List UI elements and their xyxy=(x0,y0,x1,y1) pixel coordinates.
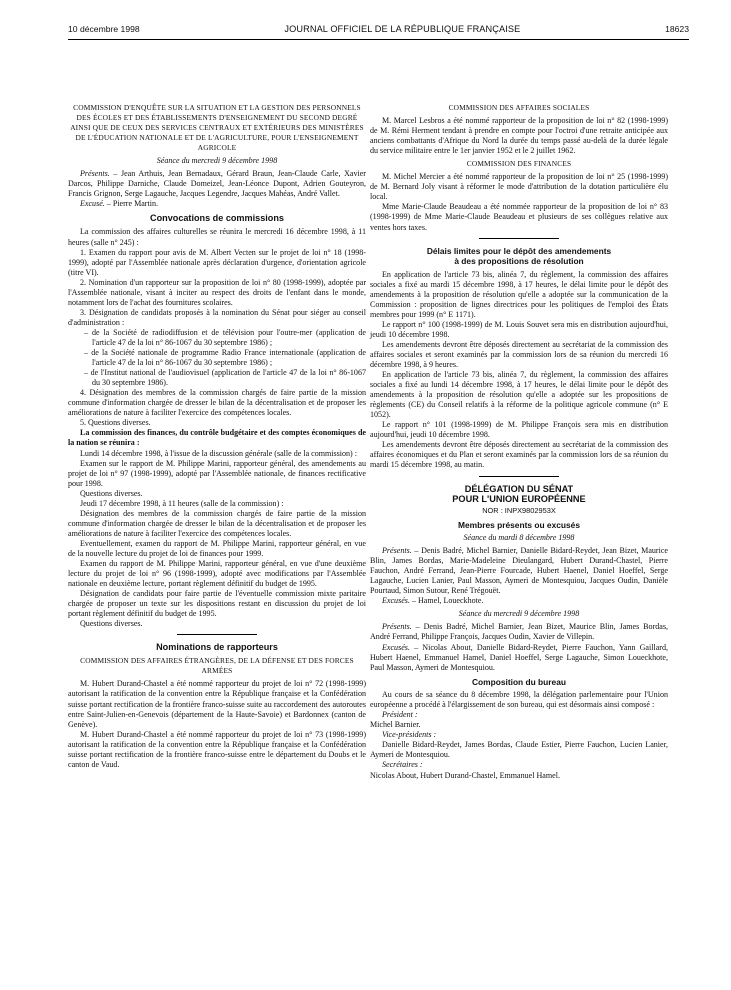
list-item: – de la Société de radiodiffusion et de télévision pour l'outre-mer (application de l'article 47 de la loi n° 86-1067 du 30 septembre 1986) ; xyxy=(84,327,366,347)
finances-lundi-examen: Examen sur le rapport de M. Philippe Marini, rapporteur général, des amendements au projet de loi n° 97 (1998-1999), adopté par l'Assemblée nationale, de finances rectificative pour 1998. xyxy=(68,458,366,488)
delais-heading-line-1: Délais limites pour le dépôt des amendements xyxy=(426,245,612,256)
nominations-heading: Nominations de rapporteurs xyxy=(156,642,278,653)
culturelles-item-1: 1. Examen du rapport pour avis de M. Albert Vecten sur le projet de loi n° 18 (1998-1999), adopté par l'Assemblée nationale après déclaration d'urgence, d'orientation agricole (titre VI). xyxy=(68,247,366,277)
finances-jeudi-questions: Questions diverses. xyxy=(80,619,143,629)
finances-lundi: Lundi 14 décembre 1998, à l'issue de la discussion générale (salle de la commission) : xyxy=(80,448,357,458)
seance-2-excuses xyxy=(370,643,668,673)
culturelles-intro: La commission des affaires culturelles se réunira le mercredi 16 décembre 1998, à 11 heures (salle n° 245) : xyxy=(68,227,366,247)
secretaires-label: Secrétaires : xyxy=(382,760,423,770)
finances-lundi-questions: Questions diverses. xyxy=(80,488,143,498)
delais-paragraph-6: Les amendements devront être déposés directement au secrétariat de la commission des affaires économiques et du Plan et seront examinés par la commission lors de sa réunion du mardi 15 décembre 1998, au matin. xyxy=(370,440,668,470)
finances-nomination-2: Mme Marie-Claude Beaudeau a été nommée rapporteur de la proposition de loi n° 83 (1998-1999) de Mme Marie-Claude Beaudeau et plusieurs de ses collègues relative aux ventes hors taxes. xyxy=(370,202,668,232)
list-item: – de la Société nationale de programme Radio France internationale (application de l'article 47 de la loi n° 86-1067 du 30 septembre 1986) ; xyxy=(84,348,366,368)
delais-heading-line-2: à des propositions de résolution xyxy=(454,256,584,267)
culturelles-item-2: 2. Nomination d'un rapporteur sur la proposition de loi n° 80 (1998-1999), adoptée par l'Assemblée nationale, visant à inciter au respect des droits de l'enfant dans le monde, notamment lors de l'achat des fournitures scolaires. xyxy=(68,277,366,307)
finances-commission-title: COMMISSION DES FINANCES xyxy=(466,159,572,169)
finances-jeudi-examen: Examen du rapport de M. Philippe Marini, rapporteur général, en vue d'une deuxième lecture du projet de loi n° 96 (1998-1999), adopté avec modifications par l'Assemblée nationale en deuxième lecture, portant règlement définitif du budget de 1995. xyxy=(68,559,366,589)
finances-jeudi-eventuellement: Eventuellement, examen du rapport de M. Philippe Marini, rapporteur général, en vue de la nouvelle lecture du projet de loi de finances pour 1999. xyxy=(68,538,366,558)
presents-label: Présents. xyxy=(382,622,412,632)
culturelles-item-4: 4. Désignation des membres de la commission chargés de faire partie de la mission commune d'information chargée de dresser le bilan de la décentralisation et de proposer les améliorations de nature à faciliter l'exercice des compétences locales. xyxy=(68,388,366,418)
president-name: Michel Barnier. xyxy=(370,720,421,730)
list-item: – de l'Institut national de l'audiovisuel (application de l'article 47 de la loi n° 86-1067 du 30 septembre 1986). xyxy=(84,368,366,388)
finances-jeudi-candidats: Désignation de candidats pour faire partie de l'éventuelle commission mixte paritaire chargée de proposer un texte sur les dispositions restant en discussion du projet de loi portant règlement définitif du budget de 1995. xyxy=(68,589,366,619)
header-rule xyxy=(68,39,689,40)
culturelles-item-5: 5. Questions diverses. xyxy=(80,418,151,428)
vice-presidents-label: Vice-présidents : xyxy=(382,730,437,740)
excuse-label: Excusé. xyxy=(80,199,105,209)
delegation-heading-line-2: POUR L'UNION EUROPÉENNE xyxy=(452,494,586,504)
finances-jeudi-designation: Désignation des membres de la commission chargés de faire partie de la mission commune d'information chargée de dresser le bilan de la décentralisation et de proposer les améliorations de nature à faciliter l'exercice des compétences locales. xyxy=(68,508,366,538)
composition-heading: Composition du bureau xyxy=(472,676,566,687)
seance-1-date: Séance du mardi 8 décembre 1998 xyxy=(463,533,575,543)
sociales-nomination: M. Marcel Lesbros a été nommé rapporteur de la proposition de loi n° 82 (1998-1999) de M. Rémi Herment tendant à prendre en compte pour l'octroi d'une retraite anticipée aux anciens combattants d'Afrique du Nord la durée du temps passé au-delà de la durée légale du service militaire entre le 1er janvier 1952 et le 2 juillet 1962. xyxy=(370,116,668,156)
vice-presidents-names: Danielle Bidard-Reydet, James Bordas, Claude Estier, Pierre Fauchon, Lucien Lanier, Aymeri de Montesquiou. xyxy=(370,740,668,760)
delais-heading xyxy=(370,246,668,267)
enquete-seance-date: Séance du mercredi 9 décembre 1998 xyxy=(156,156,278,166)
membres-heading: Membres présents ou excusés xyxy=(458,519,580,530)
etrangeres-nomination-1: M. Hubert Durand-Chastel a été nommé rapporteur du projet de loi n° 72 (1998-1999) autorisant la ratification de la convention entre la République française et la Confédération suisse portant rectification de la frontière franco-suisse suite au raccordement des autoroutes entre Saint-Julien-en-Genevois (département de la Haute-Savoie) et Bardonnex (canton de Genève). xyxy=(68,679,366,729)
presents-names: – Denis Badré, Michel Barnier, Jean Bizet, Maurice Blin, James Bordas, André Ferrand, Philippe François, Jacques Oudin, Xavier de Villepin. xyxy=(370,622,668,642)
seance-1-presents xyxy=(370,546,668,596)
page-header xyxy=(68,22,689,36)
convocations-heading: Convocations de commissions xyxy=(150,213,284,224)
president-label: Président : xyxy=(382,710,418,720)
excuses-names: – Hamel, Loueckhote. xyxy=(409,596,484,606)
header-journal-title: JOURNAL OFFICIEL DE LA RÉPUBLIQUE FRANÇAISE xyxy=(284,24,521,34)
delais-paragraph-1: En application de l'article 73 bis, alinéa 7, du règlement, la commission des affaires sociales a fixé au mardi 15 décembre 1998, à 17 heures, le délai limite pour le dépôt des amendements à la proposition de résolution qu'elle a adoptée sur la communication de la Commission : proposition de lignes directrices pour les politiques de l'emploi des États membres pour 1999 (n° E 1171). xyxy=(370,269,668,319)
enquete-commission-title: COMMISSION D'ENQUÊTE SUR LA SITUATION ET LA GESTION DES PERSONNELS DES ÉCOLES ET DES ÉTABLISSEMENTS D'ENSEIGNEMENT DU SECOND DEGRÉ AINSI QUE DE CEUX DES SERVICES CENTRAUX ET EXTÉRIEURS DES MINISTÈRES DE L'ÉDUCATION NATIONALE ET DE L'AGRICULTURE, POUR L'ENSEIGNEMENT AGRICOLE xyxy=(70,103,364,153)
etrangeres-nomination-2: M. Hubert Durand-Chastel a été nommé rapporteur du projet de loi n° 73 (1998-1999) autorisant la ratification de la convention entre la République française et la Confédération suisse portant rectification de la frontière franco-suisse entre le département du Doubs et le canton de Vaud. xyxy=(68,729,366,769)
delais-paragraph-4: En application de l'article 73 bis, alinéa 7, du règlement, la commission des affaires sociales a fixé au lundi 14 décembre 1998, à 17 heures, le délai limite pour le dépôt des amendements à la proposition de résolution qu'elle a adoptée sur les propositions de règlements (CE) du Conseil relatifs à la réforme de la politique agricole commune (n° E 1052). xyxy=(370,370,668,420)
section-divider xyxy=(479,476,559,477)
culturelles-item-3: 3. Désignation de candidats proposés à la nomination du Sénat pour siéger au conseil d'administration : xyxy=(68,307,366,327)
header-date: 10 décembre 1998 xyxy=(68,24,140,34)
right-column xyxy=(370,103,668,781)
delais-paragraph-3: Les amendements devront être déposés directement au secrétariat de la commission des affaires sociales et seront examinés par la commission lors de sa réunion du mercredi 16 décembre 1998, à 9 heures. xyxy=(370,339,668,369)
presents-label: Présents. xyxy=(80,169,110,179)
composition-paragraph: Au cours de sa séance du 8 décembre 1998, la délégation parlementaire pour l'Union européenne a procédé à l'élargissement de son bureau, qui est désormais ainsi composé : xyxy=(370,690,668,710)
finances-nomination-1: M. Michel Mercier a été nommé rapporteur de la proposition de loi n° 25 (1998-1999) de M. Bernard Joly visant à réformer le mode d'attribution de la dotation particulière élu local. xyxy=(370,172,668,202)
etrangeres-commission-title: COMMISSION DES AFFAIRES ÉTRANGÈRES, DE LA DÉFENSE ET DES FORCES ARMÉES xyxy=(80,656,354,676)
excuses-names: – Nicolas About, Danielle Bidard-Reydet, Pierre Fauchon, Yann Gaillard, Hubert Haenel, Emmanuel Hamel, Daniel Hoeffel, Serge Lagauche, Simon Loueckhote, Paul Masson, Aymeri de Montesquiou. xyxy=(370,642,668,672)
conseil-list xyxy=(68,328,366,388)
nor-reference: NOR : INPX9802953X xyxy=(482,505,556,515)
enquete-excuse xyxy=(68,199,366,209)
section-divider xyxy=(479,238,559,239)
sociales-commission-title: COMMISSION DES AFFAIRES SOCIALES xyxy=(448,103,590,112)
seance-1-excuses xyxy=(370,596,668,606)
header-page-number: 18623 xyxy=(665,24,689,34)
excuses-label: Excusés. xyxy=(382,642,410,652)
seance-2-presents xyxy=(370,622,668,642)
delais-paragraph-5: Le rapport n° 101 (1998-1999) de M. Philippe François sera mis en distribution aujourd'hui, jeudi 10 décembre 1998. xyxy=(370,420,668,440)
finances-intro: La commission des finances, du contrôle budgétaire et des comptes économiques de la nation se réunira : xyxy=(68,428,366,448)
delegation-heading xyxy=(370,484,668,505)
left-column xyxy=(68,103,366,770)
excuse-names: – Pierre Martin. xyxy=(104,199,158,209)
delais-paragraph-2: Le rapport n° 100 (1998-1999) de M. Louis Souvet sera mis en distribution aujourd'hui, jeudi 10 décembre 1998. xyxy=(370,319,668,339)
finances-jeudi: Jeudi 17 décembre 1998, à 11 heures (salle de la commission) : xyxy=(80,498,284,508)
presents-names: – Denis Badré, Michel Barnier, Danielle Bidard-Reydet, Jean Bizet, Maurice Blin, James Bordas, Marie-Madeleine Dieulangard, Hubert Durand-Chastel, Pierre Fauchon, André Ferrand, Jean-Pierre Fourcade, Hubert Haenel, Daniel Hoeffel, Serge Lagauche, Lucien Lanier, Paul Masson, Aymeri de Montesquiou, Jacques Oudin, Danièle Pourtaud, Simon Sutour, René Trégouët. xyxy=(370,546,668,596)
excuses-label: Excusés. xyxy=(382,596,410,606)
secretaires-names: Nicolas About, Hubert Durand-Chastel, Emmanuel Hamel. xyxy=(370,770,560,780)
seance-2-date: Séance du mercredi 9 décembre 1998 xyxy=(458,609,580,619)
delegation-heading-line-1: DÉLÉGATION DU SÉNAT xyxy=(464,483,574,494)
section-divider xyxy=(177,634,257,635)
enquete-presents xyxy=(68,169,366,199)
presents-names: – Jean Arthuis, Jean Bernadaux, Gérard Braun, Jean-Claude Carle, Xavier Darcos, Philippe Darniche, Claude Domeizel, Jean-Léonce Dupont, Adrien Gouteyron, Francis Grignon, Serge Lagauche, Jacques Legendre, Jacques Mahéas, André Vallet. xyxy=(68,169,366,199)
presents-label: Présents. xyxy=(382,546,412,556)
